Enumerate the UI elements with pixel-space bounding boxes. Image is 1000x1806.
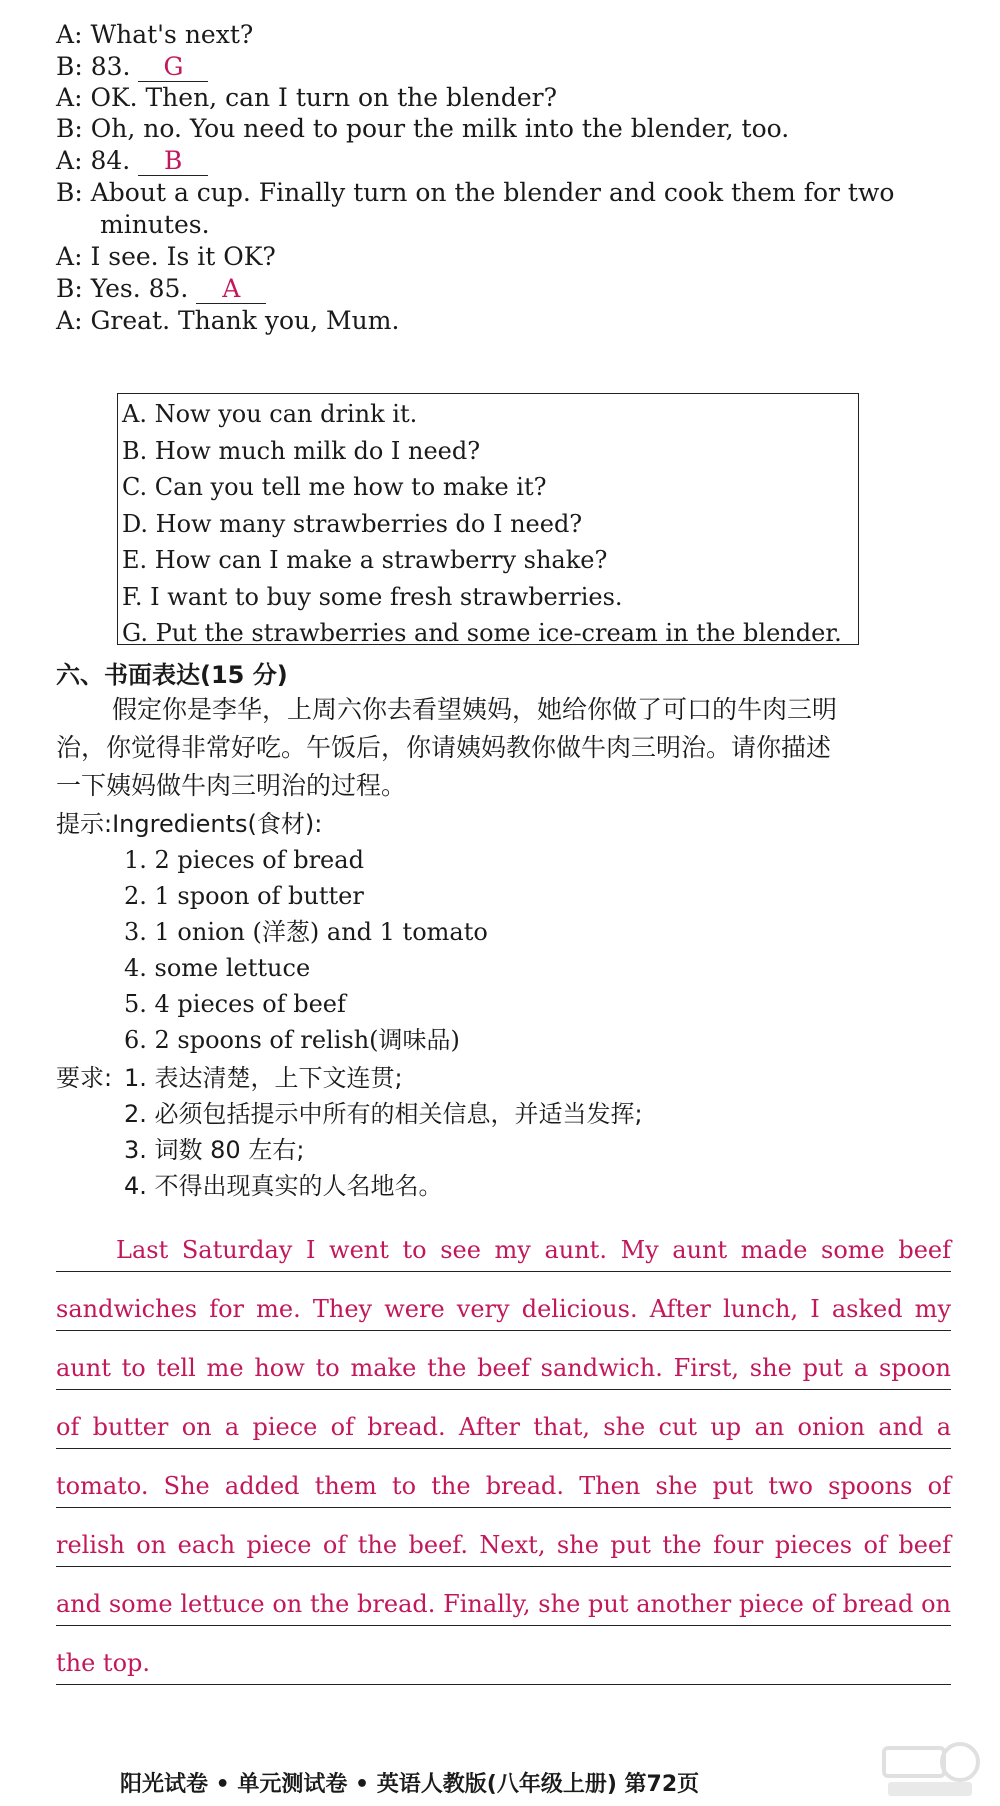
- dialogue-text: What's next?: [90, 20, 254, 49]
- question-number: 84.: [90, 146, 131, 175]
- dialogue-text: I see. Is it OK?: [90, 242, 276, 271]
- dialogue-line: A: I see. Is it OK?: [56, 242, 276, 271]
- dialogue-text: Yes. 85.: [90, 274, 189, 303]
- prompt-line: 一下姨妈做牛肉三明治的过程。: [56, 771, 407, 800]
- ingredient-item: 2. 1 spoon of butter: [124, 882, 364, 910]
- speaker-label: B: [56, 178, 75, 207]
- option-item: A. Now you can drink it.: [122, 400, 418, 428]
- answer-blank: G: [138, 53, 208, 82]
- speaker-label: A: [56, 20, 75, 49]
- option-item: E. How can I make a strawberry shake?: [122, 546, 608, 574]
- ingredient-item: 3. 1 onion (洋葱) and 1 tomato: [124, 918, 488, 946]
- essay-text-line: Last Saturday I went to see my aunt. My aunt made some beef: [116, 1236, 951, 1264]
- essay-text-line: and some lettuce on the bread. Finally, she put another piece of bread on: [56, 1590, 951, 1618]
- dialogue-line: A: Great. Thank you, Mum.: [56, 306, 400, 335]
- speaker-label: A: [56, 306, 75, 335]
- section-heading: 六、书面表达(15 分): [56, 661, 288, 689]
- question-number: 83.: [90, 52, 131, 81]
- ingredient-item: 4. some lettuce: [124, 954, 311, 982]
- essay-text-line: of butter on a piece of bread. After that, she cut up an onion and a: [56, 1413, 951, 1441]
- ingredient-item: 6. 2 spoons of relish(调味品): [124, 1026, 460, 1054]
- dialogue-continuation: minutes.: [100, 210, 210, 239]
- speaker-label: A: [56, 146, 75, 175]
- dialogue-line: A: 84. B: [56, 144, 208, 178]
- essay-text-line: tomato. She added them to the bread. Then she put two spoons of: [56, 1472, 951, 1500]
- dialogue-text: About a cup. Finally turn on the blender and cook them for two: [90, 178, 895, 207]
- essay-text-line: sandwiches for me. They were very delicious. After lunch, I asked my: [56, 1295, 951, 1323]
- page-footer: 阳光试卷 • 单元测试卷 • 英语人教版(八年级上册) 第72页: [120, 1772, 700, 1797]
- answer-blank: A: [196, 275, 266, 304]
- dialogue-line: A: OK. Then, can I turn on the blender?: [56, 83, 558, 112]
- ingredient-item: 5. 4 pieces of beef: [124, 990, 346, 1018]
- dialogue-text: Great. Thank you, Mum.: [90, 306, 400, 335]
- speaker-label: A: [56, 83, 75, 112]
- dialogue-line: B: Oh, no. You need to pour the milk into the blender, too.: [56, 114, 790, 143]
- requirement-item: 1. 表达清楚，上下文连贯;: [124, 1064, 403, 1092]
- option-item: F. I want to buy some fresh strawberries.: [122, 582, 623, 611]
- option-item: D. How many strawberries do I need?: [122, 509, 583, 538]
- options-box: [117, 393, 859, 645]
- ingredient-item: 1. 2 pieces of bread: [124, 846, 364, 874]
- hint-label: 提示:Ingredients(食材):: [56, 810, 323, 838]
- essay-text-line: relish on each piece of the beef. Next, she put the four pieces of beef: [56, 1531, 951, 1559]
- essay-text-line: aunt to tell me how to make the beef sandwich. First, she put a spoon: [56, 1354, 951, 1382]
- speaker-label: A: [56, 242, 75, 271]
- dialogue-line: B: About a cup. Finally turn on the blender and cook them for two: [56, 178, 895, 207]
- requirement-item: 4. 不得出现真实的人名地名。: [124, 1172, 443, 1200]
- speaker-label: B: [56, 274, 75, 303]
- prompt-line: 假定你是李华，上周六你去看望姨妈，她给你做了可口的牛肉三明: [112, 695, 838, 724]
- option-item: G. Put the strawberries and some ice-cream in the blender.: [122, 619, 842, 647]
- option-item: C. Can you tell me how to make it?: [122, 473, 547, 501]
- speaker-label: B: [56, 52, 75, 81]
- speaker-label: B: [56, 114, 75, 143]
- dialogue-text: OK. Then, can I turn on the blender?: [90, 83, 558, 112]
- requirement-item: 2. 必须包括提示中所有的相关信息，并适当发挥;: [124, 1100, 643, 1128]
- prompt-line: 治，你觉得非常好吃。午饭后，你请姨妈教你做牛肉三明治。请你描述: [56, 733, 832, 762]
- watermark-logo-icon: [880, 1740, 980, 1800]
- dialogue-line: B: Yes. 85. A: [56, 272, 266, 306]
- dialogue-line: B: 83. G: [56, 50, 208, 84]
- essay-text-line: the top.: [56, 1649, 151, 1677]
- requirements-label: 要求:: [56, 1064, 113, 1092]
- answer-blank: B: [138, 147, 208, 176]
- dialogue-text: Oh, no. You need to pour the milk into the blender, too.: [90, 114, 790, 143]
- option-item: B. How much milk do I need?: [122, 436, 481, 465]
- requirement-item: 3. 词数 80 左右;: [124, 1136, 305, 1164]
- dialogue-line: A: What's next?: [56, 20, 254, 49]
